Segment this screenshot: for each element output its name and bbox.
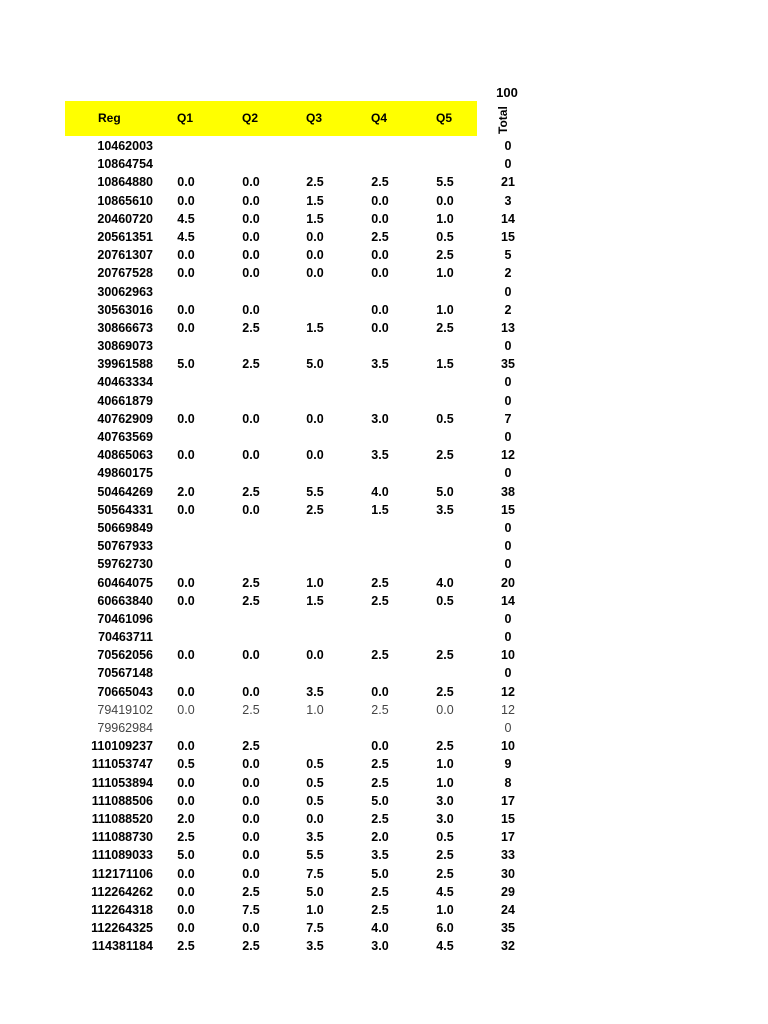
cell-q5: 1.0	[436, 302, 454, 317]
cell-q3: 5.5	[306, 484, 324, 499]
cell-total: 13	[501, 320, 515, 335]
cell-total: 0	[504, 557, 512, 572]
cell-reg: 60464075	[97, 575, 153, 590]
cell-reg: 111089033	[91, 848, 153, 863]
cell-reg: 70562056	[97, 648, 153, 663]
cell-reg: 20767528	[97, 266, 153, 281]
cell-reg: 10864754	[97, 157, 153, 172]
cell-q3: 1.0	[306, 702, 324, 717]
cell-q1: 0.0	[177, 502, 195, 517]
cell-reg: 70461096	[97, 611, 153, 626]
cell-total: 20	[501, 575, 515, 590]
cell-q1: 0.0	[177, 884, 195, 899]
cell-q4: 2.5	[371, 229, 389, 244]
table-row[interactable]	[0, 883, 768, 901]
cell-total: 0	[504, 520, 512, 535]
cell-q5: 3.0	[436, 811, 454, 826]
cell-total: 17	[501, 793, 515, 808]
header-row	[65, 101, 477, 136]
header-q3: Q3	[306, 111, 323, 125]
table-row[interactable]	[0, 264, 768, 282]
cell-q1: 2.0	[177, 484, 195, 499]
cell-q2: 2.5	[242, 702, 260, 717]
cell-reg: 40661879	[97, 393, 153, 408]
cell-q5: 2.5	[436, 648, 454, 663]
cell-q4: 3.5	[371, 848, 389, 863]
cell-total: 0	[504, 630, 512, 645]
cell-total: 30	[501, 866, 515, 881]
table-row[interactable]	[0, 319, 768, 337]
cell-total: 0	[504, 393, 512, 408]
cell-total: 12	[501, 702, 515, 717]
cell-reg: 79419102	[97, 702, 153, 717]
cell-reg: 10864880	[97, 175, 153, 190]
cell-reg: 49860175	[97, 466, 153, 481]
cell-reg: 112264262	[91, 884, 153, 899]
table-row[interactable]	[0, 446, 768, 464]
cell-reg: 50464269	[97, 484, 153, 499]
cell-q5: 0.0	[436, 702, 454, 717]
cell-q2: 0.0	[242, 266, 260, 281]
cell-q1: 0.0	[177, 248, 195, 263]
cell-q5: 2.5	[436, 248, 454, 263]
cell-reg: 30866673	[97, 320, 153, 335]
cell-reg: 114381184	[91, 939, 153, 954]
table-row[interactable]	[0, 865, 768, 883]
table-row[interactable]	[0, 392, 768, 410]
cell-q4: 0.0	[371, 302, 389, 317]
cell-reg: 50669849	[97, 520, 153, 535]
header-q5: Q5	[436, 111, 453, 125]
cell-q4: 0.0	[371, 248, 389, 263]
cell-reg: 30062963	[97, 284, 153, 299]
table-row[interactable]	[0, 719, 768, 737]
cell-total: 0	[504, 611, 512, 626]
cell-q5: 5.0	[436, 484, 454, 499]
cell-q2: 0.0	[242, 684, 260, 699]
cell-q3: 5.0	[306, 884, 324, 899]
cell-q1: 0.0	[177, 739, 195, 754]
cell-q4: 5.0	[371, 793, 389, 808]
cell-q2: 0.0	[242, 302, 260, 317]
cell-reg: 112264325	[91, 921, 153, 936]
cell-reg: 111053894	[91, 775, 153, 790]
cell-total: 9	[504, 757, 512, 772]
table-row[interactable]	[0, 283, 768, 301]
cell-q1: 0.0	[177, 866, 195, 881]
cell-total: 21	[501, 175, 515, 190]
cell-q4: 2.5	[371, 884, 389, 899]
table-row[interactable]	[0, 628, 768, 646]
cell-q3: 0.5	[306, 757, 324, 772]
cell-reg: 112264318	[91, 902, 153, 917]
cell-q5: 0.5	[436, 830, 454, 845]
cell-q3: 0.5	[306, 793, 324, 808]
cell-q2: 0.0	[242, 775, 260, 790]
cell-total: 0	[504, 666, 512, 681]
cell-q4: 2.5	[371, 593, 389, 608]
table-row[interactable]	[0, 355, 768, 373]
cell-q5: 2.5	[436, 448, 454, 463]
cell-q1: 2.5	[177, 939, 195, 954]
cell-total: 12	[501, 448, 515, 463]
cell-total: 0	[504, 466, 512, 481]
cell-reg: 40763569	[97, 430, 153, 444]
cell-q1: 0.0	[177, 648, 195, 663]
cell-q4: 3.5	[371, 448, 389, 463]
table-row[interactable]	[0, 774, 768, 792]
cell-q4: 0.0	[371, 211, 389, 226]
cell-q5: 2.5	[436, 848, 454, 863]
cell-q2: 2.5	[242, 484, 260, 499]
cell-q3: 0.0	[306, 448, 324, 463]
cell-q4: 0.0	[371, 320, 389, 335]
cell-q1: 0.0	[177, 302, 195, 317]
table-row[interactable]	[0, 337, 768, 355]
cell-q4: 3.5	[371, 357, 389, 372]
cell-total: 0	[504, 284, 512, 299]
cell-q4: 2.5	[371, 902, 389, 917]
cell-q1: 0.0	[177, 175, 195, 190]
cell-q5: 3.0	[436, 793, 454, 808]
cell-q2: 0.0	[242, 648, 260, 663]
cell-reg: 50767933	[97, 539, 153, 554]
table-row[interactable]	[0, 846, 768, 864]
cell-q1: 0.0	[177, 193, 195, 208]
cell-q1: 0.5	[177, 757, 195, 772]
cell-q2: 2.5	[242, 320, 260, 335]
cell-q3: 3.5	[306, 939, 324, 954]
cell-q1: 5.0	[177, 848, 195, 863]
cell-reg: 70567148	[97, 666, 153, 681]
cell-q1: 0.0	[177, 793, 195, 808]
cell-q4: 2.5	[371, 811, 389, 826]
cell-q2: 0.0	[242, 793, 260, 808]
cell-q4: 0.0	[371, 266, 389, 281]
cell-reg: 70665043	[97, 684, 153, 699]
cell-total: 8	[504, 775, 512, 790]
cell-q4: 2.5	[371, 575, 389, 590]
cell-total: 15	[501, 811, 515, 826]
cell-q3: 0.0	[306, 229, 324, 244]
cell-reg: 39961588	[97, 357, 153, 372]
cell-q5: 2.5	[436, 684, 454, 699]
cell-q5: 1.0	[436, 266, 454, 281]
cell-q1: 0.0	[177, 684, 195, 699]
cell-reg: 10865610	[97, 193, 153, 208]
table-row[interactable]	[0, 228, 768, 246]
cell-q5: 3.5	[436, 502, 454, 517]
cell-reg: 40865063	[97, 448, 153, 463]
cell-total: 29	[501, 884, 515, 899]
cell-q2: 0.0	[242, 502, 260, 517]
cell-q2: 0.0	[242, 866, 260, 881]
cell-q5: 1.0	[436, 211, 454, 226]
cell-q3: 0.5	[306, 775, 324, 790]
cell-q3: 1.0	[306, 575, 324, 590]
cell-total: 7	[504, 411, 512, 426]
table-row[interactable]	[0, 592, 768, 610]
cell-q4: 5.0	[371, 866, 389, 881]
table-row[interactable]	[0, 828, 768, 846]
table-row[interactable]	[0, 664, 768, 682]
cell-reg: 111088506	[91, 793, 153, 808]
cell-reg: 112171106	[91, 866, 153, 881]
cell-q1: 5.0	[177, 357, 195, 372]
table-row[interactable]	[0, 410, 768, 428]
cell-total: 5	[504, 248, 512, 263]
cell-q3: 0.0	[306, 411, 324, 426]
cell-q4: 0.0	[371, 739, 389, 754]
cell-q2: 7.5	[242, 902, 260, 917]
cell-total: 14	[501, 593, 515, 608]
cell-q1: 0.0	[177, 448, 195, 463]
cell-q3: 1.5	[306, 211, 324, 226]
cell-q3: 2.5	[306, 502, 324, 517]
header-q4: Q4	[371, 111, 388, 125]
cell-reg: 40762909	[97, 411, 153, 426]
cell-total: 38	[501, 484, 515, 499]
cell-q2: 0.0	[242, 811, 260, 826]
cell-q5: 0.5	[436, 593, 454, 608]
cell-q2: 0.0	[242, 229, 260, 244]
cell-q2: 2.5	[242, 593, 260, 608]
max-score: 100	[496, 85, 518, 100]
cell-total: 14	[501, 211, 515, 226]
cell-q3: 0.0	[306, 648, 324, 663]
cell-q3: 1.5	[306, 320, 324, 335]
table-row[interactable]	[0, 792, 768, 810]
cell-q1: 0.0	[177, 702, 195, 717]
table-row[interactable]	[0, 373, 768, 391]
cell-q2: 0.0	[242, 211, 260, 226]
table-row[interactable]	[0, 192, 768, 210]
cell-q4: 1.5	[371, 502, 389, 517]
header-q2: Q2	[242, 111, 259, 125]
cell-total: 0	[504, 139, 512, 153]
cell-total: 33	[501, 848, 515, 863]
cell-q1: 4.5	[177, 211, 195, 226]
cell-q2: 0.0	[242, 921, 260, 936]
cell-q4: 3.0	[371, 939, 389, 954]
cell-total: 0	[504, 430, 512, 444]
cell-total: 2	[504, 302, 512, 317]
cell-total: 0	[504, 375, 512, 390]
cell-reg: 79962984	[97, 721, 153, 735]
table-row[interactable]	[0, 919, 768, 937]
table-row[interactable]	[0, 464, 768, 482]
header-reg: Reg	[98, 111, 121, 125]
table-row[interactable]	[0, 137, 768, 155]
cell-reg: 20561351	[97, 229, 153, 244]
table-row[interactable]	[0, 755, 768, 773]
cell-q1: 0.0	[177, 575, 195, 590]
cell-q3: 5.5	[306, 848, 324, 863]
cell-total: 2	[504, 266, 512, 281]
table-row[interactable]	[0, 301, 768, 319]
cell-q3: 2.5	[306, 175, 324, 190]
cell-total: 0	[504, 721, 512, 735]
cell-q5: 4.0	[436, 575, 454, 590]
table-row[interactable]	[0, 483, 768, 501]
cell-q3: 5.0	[306, 357, 324, 372]
cell-reg: 10462003	[97, 139, 153, 153]
cell-q1: 0.0	[177, 921, 195, 936]
cell-reg: 60663840	[97, 593, 153, 608]
cell-q5: 1.0	[436, 902, 454, 917]
cell-q2: 0.0	[242, 248, 260, 263]
cell-q2: 2.5	[242, 939, 260, 954]
cell-q3: 3.5	[306, 830, 324, 845]
cell-q1: 0.0	[177, 593, 195, 608]
table-row[interactable]	[0, 701, 768, 719]
table-row[interactable]	[0, 610, 768, 628]
table-row[interactable]	[0, 646, 768, 664]
cell-q4: 2.5	[371, 648, 389, 663]
table-row[interactable]	[0, 537, 768, 555]
cell-q5: 1.0	[436, 775, 454, 790]
cell-q4: 4.0	[371, 921, 389, 936]
cell-total: 15	[501, 502, 515, 517]
cell-reg: 20460720	[97, 211, 153, 226]
cell-total: 15	[501, 229, 515, 244]
cell-q2: 0.0	[242, 830, 260, 845]
table-row[interactable]	[0, 737, 768, 755]
cell-reg: 59762730	[97, 557, 153, 572]
cell-reg: 111088730	[91, 830, 153, 845]
table-row[interactable]	[0, 155, 768, 173]
cell-q5: 0.5	[436, 229, 454, 244]
cell-total: 10	[501, 648, 515, 663]
table-row[interactable]	[0, 574, 768, 592]
cell-q4: 3.0	[371, 411, 389, 426]
cell-total: 17	[501, 830, 515, 845]
table-row[interactable]	[0, 937, 768, 955]
cell-q5: 0.5	[436, 411, 454, 426]
cell-q1: 0.0	[177, 775, 195, 790]
cell-q3: 1.5	[306, 593, 324, 608]
table-row[interactable]	[0, 901, 768, 919]
cell-total: 32	[501, 939, 515, 954]
cell-reg: 70463711	[98, 630, 153, 645]
table-row[interactable]	[0, 428, 768, 446]
cell-reg: 30563016	[97, 302, 153, 317]
cell-q3: 7.5	[306, 921, 324, 936]
cell-q5: 5.5	[436, 175, 454, 190]
cell-q3: 0.0	[306, 248, 324, 263]
cell-q4: 4.0	[371, 484, 389, 499]
cell-q1: 0.0	[177, 411, 195, 426]
cell-q5: 4.5	[436, 884, 454, 899]
cell-q2: 0.0	[242, 757, 260, 772]
table-row[interactable]	[0, 555, 768, 573]
cell-q1: 2.5	[177, 830, 195, 845]
cell-q4: 2.5	[371, 775, 389, 790]
cell-q4: 2.5	[371, 702, 389, 717]
cell-total: 35	[501, 357, 515, 372]
cell-reg: 110109237	[91, 739, 153, 754]
cell-q2: 0.0	[242, 848, 260, 863]
table-row[interactable]	[0, 173, 768, 191]
cell-q3: 7.5	[306, 866, 324, 881]
cell-q2: 2.5	[242, 575, 260, 590]
cell-q4: 0.0	[371, 193, 389, 208]
cell-q4: 2.5	[371, 757, 389, 772]
cell-q5: 2.5	[436, 739, 454, 754]
score-table	[0, 137, 768, 955]
cell-q5: 2.5	[436, 320, 454, 335]
table-row[interactable]	[0, 246, 768, 264]
cell-total: 10	[501, 739, 515, 754]
cell-q2: 2.5	[242, 357, 260, 372]
table-row[interactable]	[0, 683, 768, 701]
cell-total: 0	[504, 539, 512, 554]
cell-q5: 1.0	[436, 757, 454, 772]
cell-q5: 1.5	[436, 357, 454, 372]
cell-q2: 2.5	[242, 884, 260, 899]
cell-q2: 0.0	[242, 448, 260, 463]
cell-total: 3	[504, 193, 512, 208]
cell-q2: 0.0	[242, 193, 260, 208]
header-q1: Q1	[177, 111, 194, 125]
cell-q3: 0.0	[306, 811, 324, 826]
cell-q4: 2.0	[371, 830, 389, 845]
cell-q3: 3.5	[306, 684, 324, 699]
header-total: Total	[496, 106, 510, 134]
cell-q1: 0.0	[177, 902, 195, 917]
table-row[interactable]	[0, 210, 768, 228]
cell-q5: 4.5	[436, 939, 454, 954]
cell-q2: 0.0	[242, 411, 260, 426]
cell-q5: 0.0	[436, 193, 454, 208]
cell-reg: 111053747	[91, 757, 153, 772]
cell-total: 0	[504, 157, 512, 172]
cell-q1: 4.5	[177, 229, 195, 244]
cell-reg: 30869073	[97, 339, 153, 354]
cell-q4: 0.0	[371, 684, 389, 699]
cell-q5: 6.0	[436, 921, 454, 936]
cell-q2: 2.5	[242, 739, 260, 754]
cell-q3: 1.5	[306, 193, 324, 208]
cell-q4: 2.5	[371, 175, 389, 190]
cell-reg: 111088520	[91, 811, 153, 826]
cell-reg: 20761307	[97, 248, 153, 263]
cell-q5: 2.5	[436, 866, 454, 881]
cell-q1: 2.0	[177, 811, 195, 826]
cell-total: 12	[501, 684, 515, 699]
cell-total: 0	[504, 339, 512, 354]
cell-q3: 0.0	[306, 266, 324, 281]
cell-q3: 1.0	[306, 902, 324, 917]
cell-total: 35	[501, 921, 515, 936]
cell-q1: 0.0	[177, 320, 195, 335]
cell-q2: 0.0	[242, 175, 260, 190]
cell-q1: 0.0	[177, 266, 195, 281]
table-row[interactable]	[0, 501, 768, 519]
cell-reg: 50564331	[97, 502, 153, 517]
table-row[interactable]	[0, 519, 768, 537]
cell-total: 24	[501, 902, 515, 917]
table-row[interactable]	[0, 810, 768, 828]
cell-reg: 40463334	[97, 375, 153, 390]
